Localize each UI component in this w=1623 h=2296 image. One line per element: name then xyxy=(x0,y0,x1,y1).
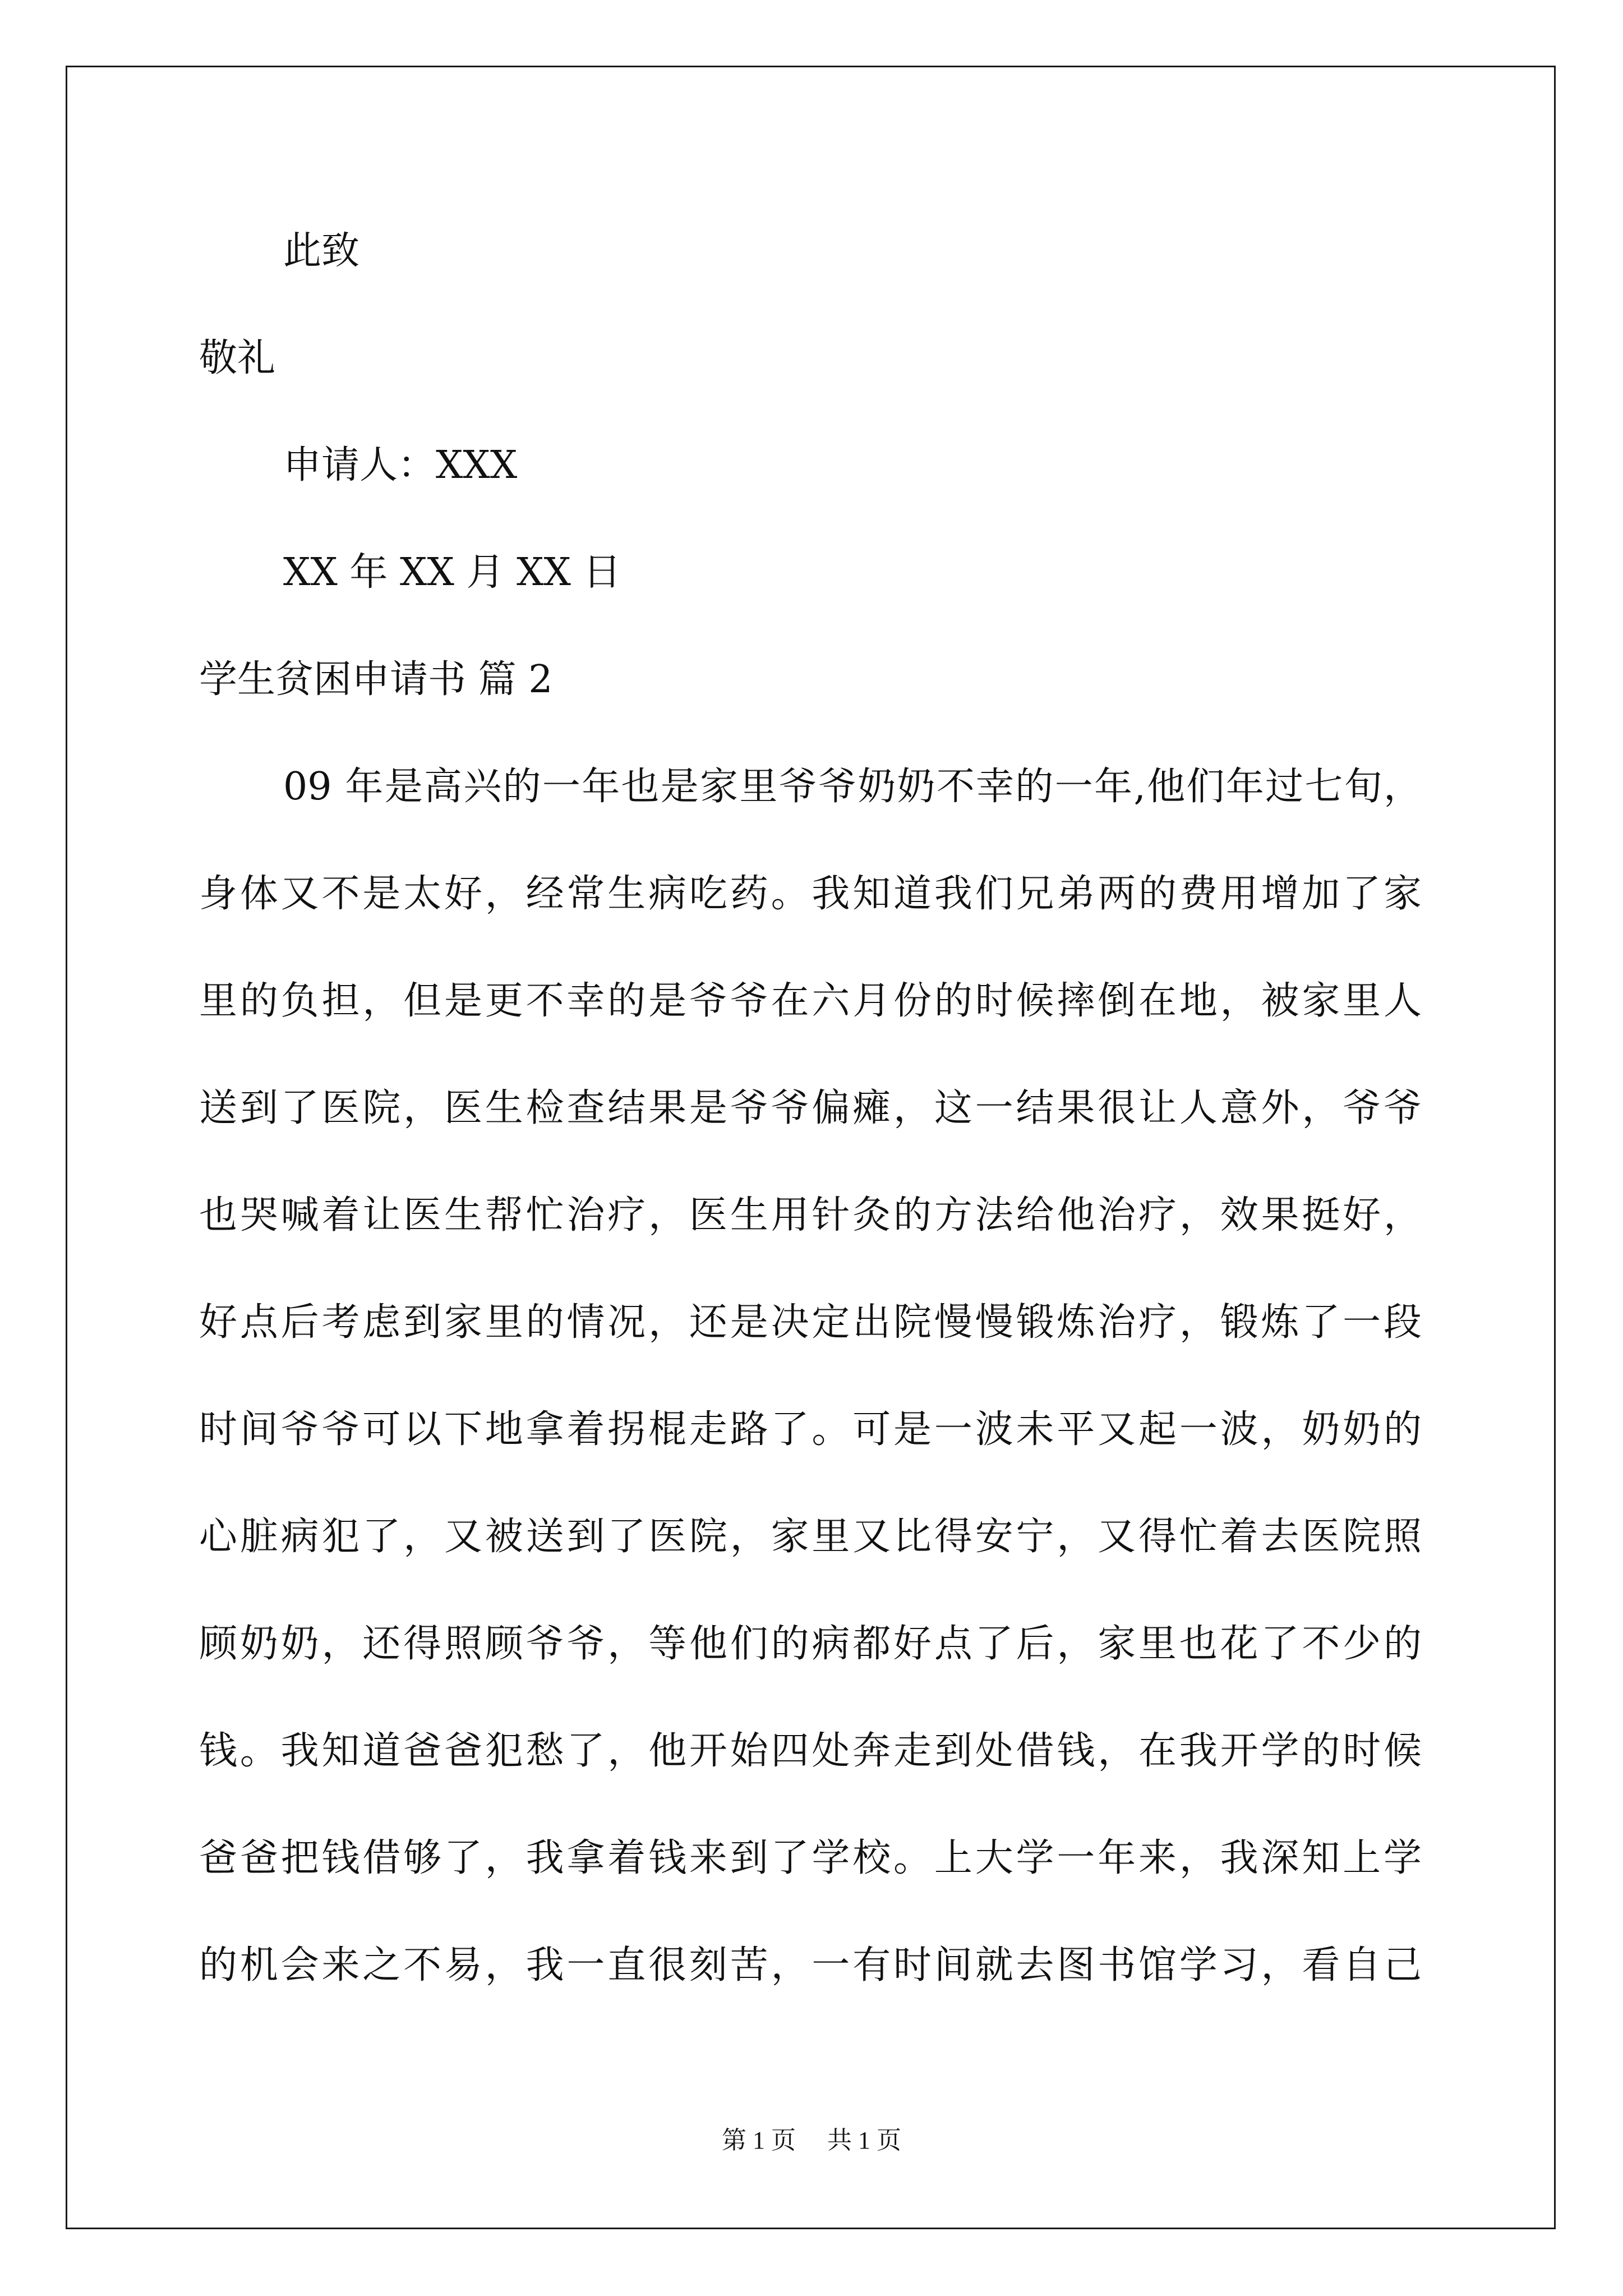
body-line: 钱。我知道爸爸犯愁了，他开始四处奔走到处借钱，在我开学的时候 xyxy=(199,1729,1422,1773)
page-border xyxy=(66,66,1556,2229)
body-line: 心脏病犯了，又被送到了医院，家里又比得安宁，又得忙着去医院照 xyxy=(199,1515,1422,1559)
page-number: 第 1 页 xyxy=(722,2127,796,2154)
applicant-name: 申请人：XXX xyxy=(283,443,518,487)
body-line: 顾奶奶，还得照顾爷爷，等他们的病都好点了后，家里也花了不少的 xyxy=(199,1622,1422,1666)
body-line: 爸爸把钱借够了，我拿着钱来到了学校。上大学一年来，我深知上学 xyxy=(199,1836,1422,1880)
page-footer xyxy=(0,2128,1623,2153)
body-line: 也哭喊着让医生帮忙治疗，医生用针灸的方法给他治疗，效果挺好， xyxy=(199,1193,1422,1237)
section-heading: 学生贫困申请书 篇 2 xyxy=(199,657,553,702)
letter-date: XX 年 XX 月 XX 日 xyxy=(283,550,621,595)
page-total: 共 1 页 xyxy=(827,2127,901,2154)
body-line: 09 年是高兴的一年也是家里爷爷奶奶不幸的一年,他们年过七旬， xyxy=(283,765,1422,809)
body-line: 时间爷爷可以下地拿着拐棍走路了。可是一波未平又起一波，奶奶的 xyxy=(199,1407,1422,1452)
body-line: 送到了医院，医生检查结果是爷爷偏瘫，这一结果很让人意外，爷爷 xyxy=(199,1086,1422,1130)
body-line: 好点后考虑到家里的情况，还是决定出院慢慢锻炼治疗，锻炼了一段 xyxy=(199,1300,1422,1345)
body-line: 里的负担，但是更不幸的是爷爷在六月份的时候摔倒在地，被家里人 xyxy=(199,979,1422,1023)
letter-salutation: 敬礼 xyxy=(199,336,276,380)
body-line: 的机会来之不易，我一直很刻苦，一有时间就去图书馆学习，看自己 xyxy=(199,1943,1422,1987)
body-line: 身体又不是太好，经常生病吃药。我知道我们兄弟两的费用增加了家 xyxy=(199,872,1422,916)
letter-closing: 此致 xyxy=(283,229,360,273)
